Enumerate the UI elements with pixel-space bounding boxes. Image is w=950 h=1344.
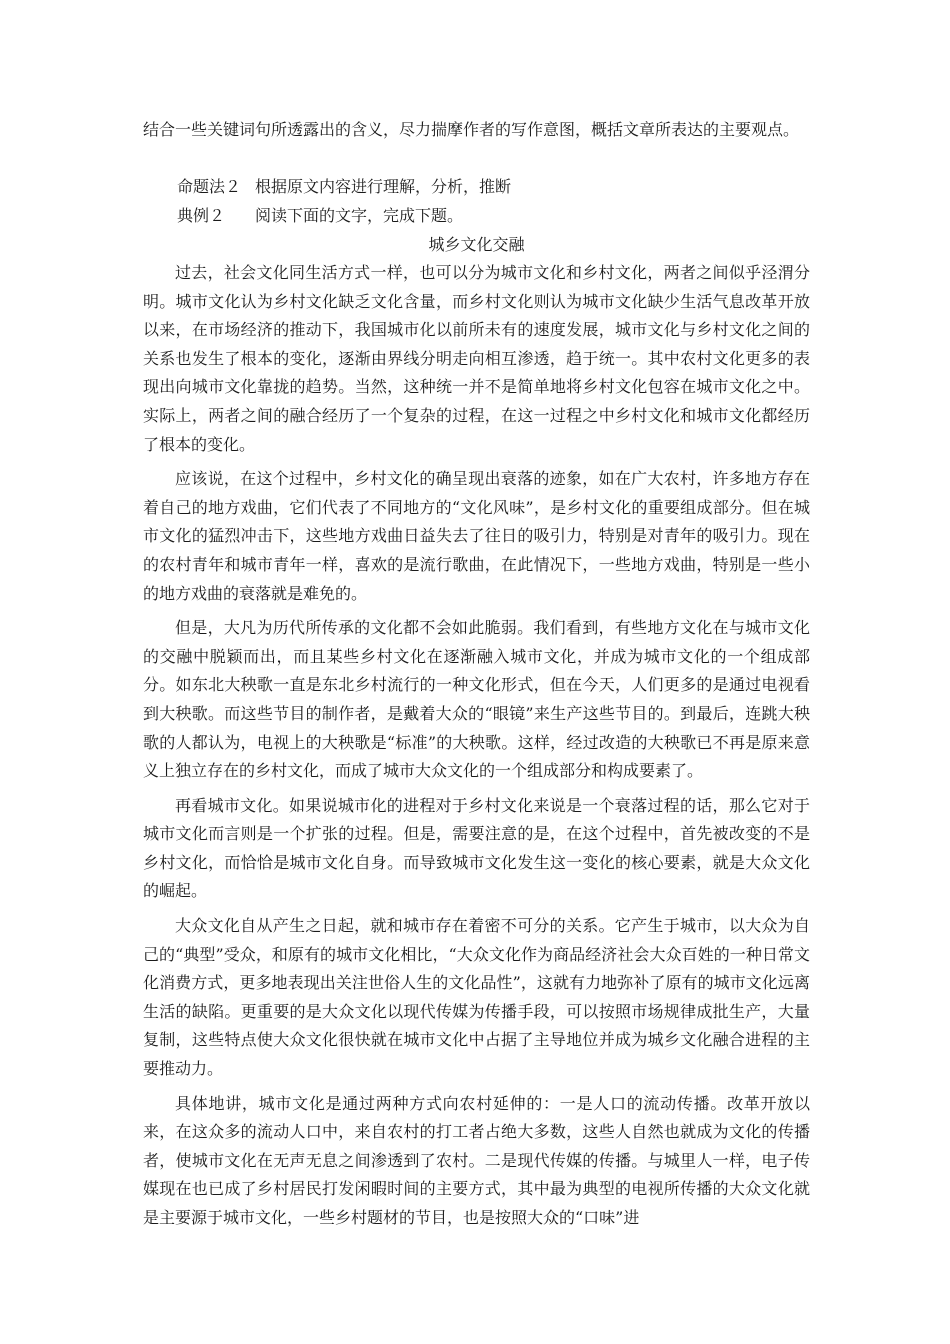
intro-paragraph: 结合一些关键词句所透露出的含义，尽力揣摩作者的写作意图，概括文章所表达的主要观点。	[143, 120, 800, 139]
method-label: 命题法２	[177, 177, 242, 196]
article-paragraph: 应该说，在这个过程中，乡村文化的确呈现出衰落的迹象，如在广大农村，许多地方存在着自己的地方戏曲，它们代表了不同地方的“文化风味”，是乡村文化的重要组成部分。但在城市文化的猛烈冲击下，这些地方戏曲日益失去了往日的吸引力，特别是对青年的吸引力。现在的农村青年和城市青年一样，喜欢的是流行歌曲，在此情况下，一些地方戏曲，特别是一些小的地方戏曲的衰落就是难免的。	[143, 469, 810, 603]
method-text: 根据原文内容进行理解，分析，推断	[255, 177, 512, 196]
article-paragraph: 但是，大凡为历代所传承的文化都不会如此脆弱。我们看到，有些地方文化在与城市文化的交融中脱颖而出，而且某些乡村文化在逐渐融入城市文化，并成为城市文化的一个组成部分。如东北大秧歌一直是东北乡村流行的一种文化形式，但在今天，人们更多的是通过电视看到大秧歌。而这些节目的制作者，是戴着大众的“眼镜”来生产这些节目的。到最后，连跳大秧歌的人都认为，电视上的大秧歌是“标准”的大秧歌。这样，经过改造的大秧歌已不再是原来意义上独立存在的乡村文化，而成了城市大众文化的一个组成部分和构成要素了。	[143, 618, 810, 781]
article-paragraph: 具体地讲，城市文化是通过两种方式向农村延伸的：一是人口的流动传播。改革开放以来，在这众多的流动人口中，来自农村的打工者占绝大多数，这些人自然也就成为文化的传播者，使城市文化在无声无息之间渗透到了农村。二是现代传媒的传播。与城里人一样，电子传媒现在也已成了乡村居民打发闲暇时间的主要方式，其中最为典型的电视所传播的大众文化就是主要源于城市文化，一些乡村题材的节目，也是按照大众的“口味”进	[143, 1093, 810, 1227]
article-paragraph: 大众文化自从产生之日起，就和城市存在着密不可分的关系。它产生于城市，以大众为自己的“典型”受众，和原有的城市文化相比，“大众文化作为商品经济社会大众百姓的一种日常文化消费方式，更多地表现出关注世俗人生的文化品性”，这就有力地弥补了原有的城市文化远离生活的缺陷。更重要的是大众文化以现代传媒为传播手段，可以按照市场规律成批生产，大量复制，这些特点使大众文化很快就在城市文化中占据了主导地位并成为城乡文化融合进程的主要推动力。	[143, 916, 810, 1079]
example-heading	[177, 202, 463, 231]
article-paragraph: 过去，社会文化同生活方式一样，也可以分为城市文化和乡村文化，两者之间似乎泾渭分明。城市文化认为乡村文化缺乏文化含量，而乡村文化则认为城市文化缺少生活气息改革开放以来，在市场经济的推动下，我国城市化以前所未有的速度发展，城市文化与乡村文化之间的关系也发生了根本的变化，逐渐由界线分明走向相互渗透，趋于统一。其中农村文化更多的表现出向城市文化靠拢的趋势。当然，这种统一并不是简单地将乡村文化包容在城市文化之中。实际上，两者之间的融合经历了一个复杂的过程，在这一过程之中乡村文化和城市文化都经历了根本的变化。	[143, 263, 810, 454]
method-heading	[177, 173, 511, 202]
article-title: 城乡文化交融	[428, 235, 525, 254]
article-paragraph: 再看城市文化。如果说城市化的进程对于乡村文化来说是一个衰落过程的话，那么它对于城市文化而言则是一个扩张的过程。但是，需要注意的是，在这个过程中，首先被改变的不是乡村文化，而恰恰是城市文化自身。而导致城市文化发生这一变化的核心要素，就是大众文化的崛起。	[143, 795, 810, 901]
example-text: 阅读下面的文字，完成下题。	[255, 206, 464, 225]
example-label: 典例２	[177, 206, 226, 225]
article-body	[143, 259, 810, 1239]
